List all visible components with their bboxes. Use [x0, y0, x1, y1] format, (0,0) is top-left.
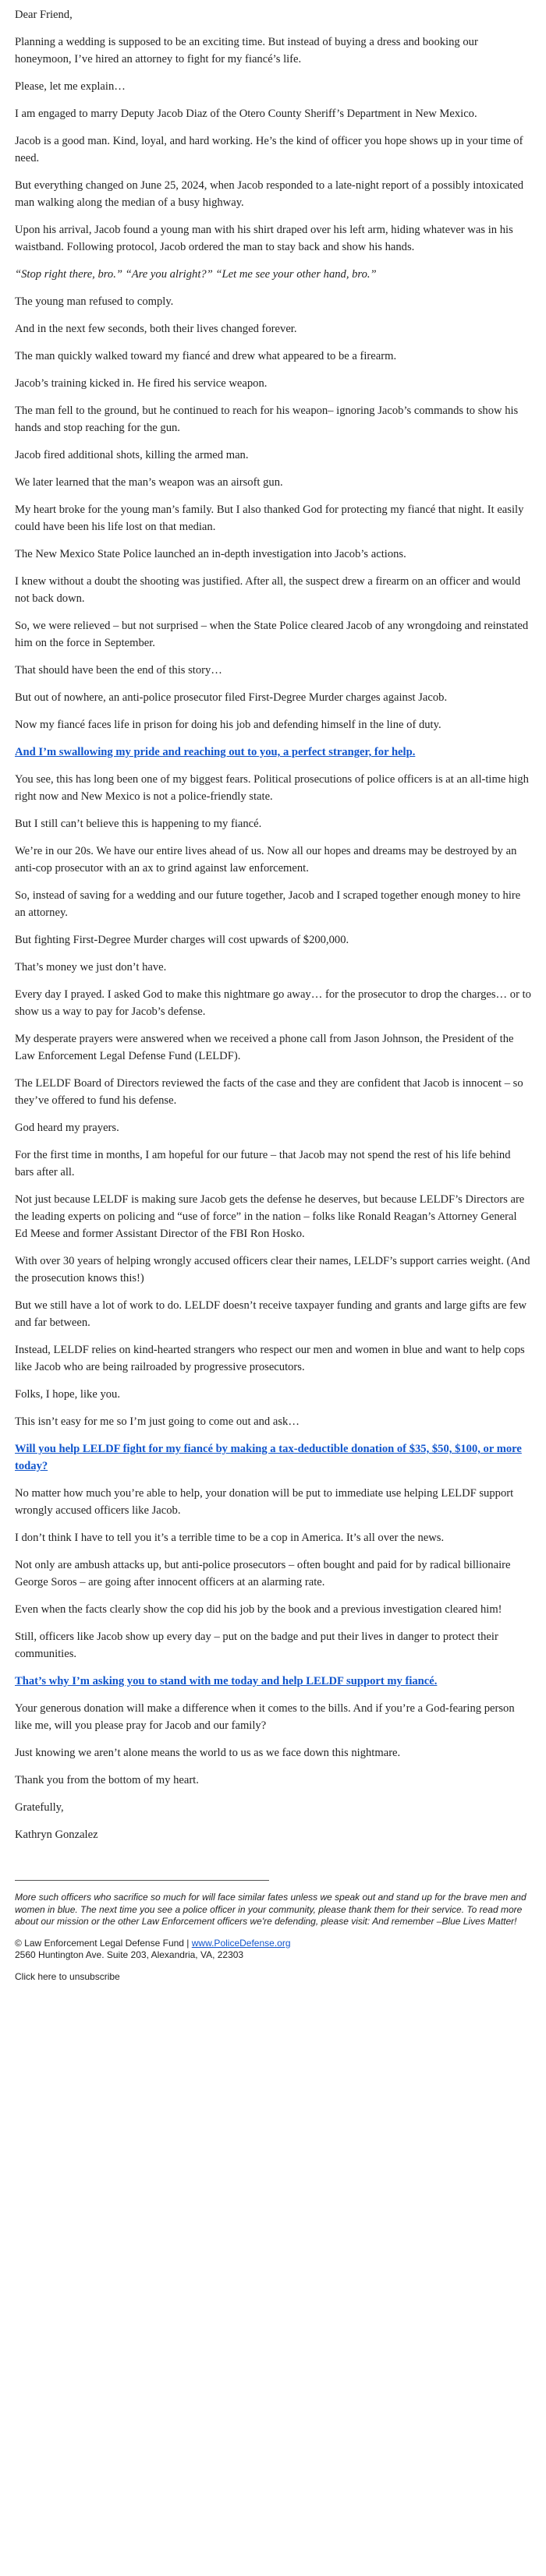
paragraph: But we still have a lot of work to do. LELDF doesn’t receive taxpayer funding and grants and large gifts are few and far between.	[15, 1299, 526, 1329]
donate-link[interactable]: Will you help LELDF fight for my fiancé by making a tax-deductible donation of $35, $50, $100, or more today?	[15, 1443, 522, 1472]
paragraph: You see, this has long been one of my biggest fears. Political prosecutions of police officers is at an all-time high right now and New Mexico is not a police-friendly state.	[15, 773, 529, 803]
paragraph: That should have been the end of this story…	[15, 664, 222, 677]
paragraph: Not just because LELDF is making sure Jacob gets the defense he deserves, but because LELDF’s Directors are the leading experts on policing and “use of force” in the nation – folks like Ronald Reagan’s Attorney General Ed Meese and former Assistant Director of the FBI Ron Hosko.	[15, 1193, 525, 1240]
paragraph: Planning a wedding is supposed to be an exciting time. But instead of buying a dress and booking our honeymoon, I’ve hired an attorney to fight for my fiancé’s life.	[15, 36, 478, 65]
paragraph: But everything changed on June 25, 2024, when Jacob responded to a late-night report of a possibly intoxicated man walking along the median of a busy highway.	[15, 179, 524, 209]
footer-address: 2560 Huntington Ave. Suite 203, Alexandria, VA, 22303	[15, 1949, 244, 1960]
paragraph: Even when the facts clearly show the cop did his job by the book and a previous investigation cleared him!	[15, 1603, 502, 1616]
footer	[15, 1892, 531, 1983]
callout	[15, 744, 531, 761]
paragraph: But fighting First-Degree Murder charges will cost upwards of $200,000.	[15, 934, 349, 946]
paragraph: Thank you from the bottom of my heart.	[15, 1774, 199, 1786]
footer-org	[15, 1938, 531, 1950]
paragraph: Jacob fired additional shots, killing the armed man.	[15, 449, 249, 461]
paragraph: We later learned that the man’s weapon was an airsoft gun.	[15, 476, 283, 489]
paragraph: Not only are ambush attacks up, but anti-police prosecutors – often bought and paid for by radical billionaire George Soros – are going after innocent officers at an alarming rate.	[15, 1559, 511, 1588]
website-link[interactable]: www.PoliceDefense.org	[191, 1937, 291, 1949]
paragraph: We’re in our 20s. We have our entire lives ahead of us. Now all our hopes and dreams may be destroyed by an anti-cop prosecutor with an ax to grind against law enforcement.	[15, 845, 517, 875]
paragraph: Please, let me explain…	[15, 80, 126, 93]
paragraph: No matter how much you’re able to help, your donation will be put to immediate use helping LELDF support wrongly accused officers like Jacob.	[15, 1487, 514, 1517]
greeting: Dear Friend,	[15, 9, 73, 21]
paragraph: Instead, LELDF relies on kind-hearted strangers who respect our men and women in blue and want to help cops like Jacob who are being railroaded by progressive prosecutors.	[15, 1344, 525, 1373]
paragraph: Now my fiancé faces life in prison for doing his job and defending himself in the line of duty.	[15, 719, 441, 731]
paragraph: I don’t think I have to tell you it’s a terrible time to be a cop in America. It’s all over the news.	[15, 1532, 445, 1544]
paragraph: Your generous donation will make a difference when it comes to the bills. And if you’re a God-fearing person like me, will you please pray for Jacob and our family?	[15, 1702, 515, 1732]
paragraph: That’s money we just don’t have.	[15, 961, 167, 974]
paragraph: Every day I prayed. I asked God to make this nightmare go away… for the prosecutor to drop the charges… or to show us a way to pay for Jacob’s defense.	[15, 988, 531, 1018]
paragraph: My desperate prayers were answered when we received a phone call from Jason Johnson, the President of the Law Enforcement Legal Defense Fund (LELDF).	[15, 1033, 514, 1062]
quoted-dialogue: “Stop right there, bro.” “Are you alright?” “Let me see your other hand, bro.”	[15, 268, 377, 281]
unsubscribe-link[interactable]: Click here to unsubscribe	[15, 1970, 120, 1982]
signature: Kathryn Gonzalez	[15, 1829, 98, 1841]
paragraph: For the first time in months, I am hopeful for our future – that Jacob may not spend the rest of his life behind bars after all.	[15, 1149, 511, 1178]
paragraph: The young man refused to comply.	[15, 295, 174, 308]
paragraph: Upon his arrival, Jacob found a young man with his shirt draped over his left arm, hiding whatever was in his waistband. Following protocol, Jacob ordered the man to stay back and show his hands.	[15, 224, 513, 253]
paragraph: But I still can’t believe this is happening to my fiancé.	[15, 818, 262, 830]
paragraph: But out of nowhere, an anti-police prosecutor filed First-Degree Murder charges against Jacob.	[15, 691, 448, 704]
paragraph: The LELDF Board of Directors reviewed the facts of the case and they are confident that Jacob is innocent – so they’ve offered to fund his defense.	[15, 1077, 523, 1107]
paragraph: Still, officers like Jacob show up every day – put on the badge and put their lives in danger to protect their communities.	[15, 1631, 498, 1660]
paragraph: Folks, I hope, like you.	[15, 1388, 120, 1401]
paragraph: Jacob’s training kicked in. He fired his service weapon.	[15, 377, 268, 390]
paragraph: With over 30 years of helping wrongly accused officers clear their names, LELDF’s support carries weight. (And the prosecution knows this!)	[15, 1255, 530, 1284]
paragraph: My heart broke for the young man’s family. But I also thanked God for protecting my fiancé that night. It easily could have been his life lost on that median.	[15, 504, 524, 533]
callout	[15, 1440, 531, 1475]
paragraph: I knew without a doubt the shooting was justified. After all, the suspect drew a firearm on an officer and would not back down.	[15, 575, 521, 605]
help-link[interactable]: And I’m swallowing my pride and reaching out to you, a perfect stranger, for help.	[15, 746, 416, 758]
paragraph: God heard my prayers.	[15, 1122, 119, 1134]
paragraph: So, instead of saving for a wedding and our future together, Jacob and I scraped together enough money to hire an attorney.	[15, 889, 521, 919]
closing: Gratefully,	[15, 1801, 64, 1814]
paragraph: Jacob is a good man. Kind, loyal, and hard working. He’s the kind of officer you hope shows up in your time of need.	[15, 135, 523, 164]
paragraph: And in the next few seconds, both their lives changed forever.	[15, 323, 297, 335]
paragraph: I am engaged to marry Deputy Jacob Diaz of the Otero County Sheriff’s Department in New Mexico.	[15, 108, 477, 120]
paragraph: So, we were relieved – but not surprised – when the State Police cleared Jacob of any wrongdoing and reinstated him on the force in September.	[15, 620, 529, 649]
paragraph: Just knowing we aren’t alone means the world to us as we face down this nightmare.	[15, 1747, 401, 1759]
paragraph: The man fell to the ground, but he continued to reach for his weapon– ignoring Jacob’s commands to show his hands and stop reaching for the gun.	[15, 405, 519, 434]
footer-divider	[15, 1880, 269, 1881]
paragraph: The man quickly walked toward my fiancé and drew what appeared to be a firearm.	[15, 350, 397, 362]
paragraph: The New Mexico State Police launched an in-depth investigation into Jacob’s actions.	[15, 548, 406, 560]
org-name: © Law Enforcement Legal Defense Fund |	[15, 1937, 192, 1949]
paragraph: This isn’t easy for me so I’m just going to come out and ask…	[15, 1415, 300, 1428]
callout	[15, 1673, 531, 1690]
footer-note: More such officers who sacrifice so much for will face similar fates unless we speak out and stand up for the brave men and women in blue. The next time you see a police officer in your community, please thank them for their service. To read more about our mission or the other Law Enforcement officers we're defending, please visit: And remember –Blue Lives Matter!	[15, 1892, 526, 1927]
support-link[interactable]: That’s why I’m asking you to stand with me today and help LELDF support my fiancé.	[15, 1675, 438, 1687]
